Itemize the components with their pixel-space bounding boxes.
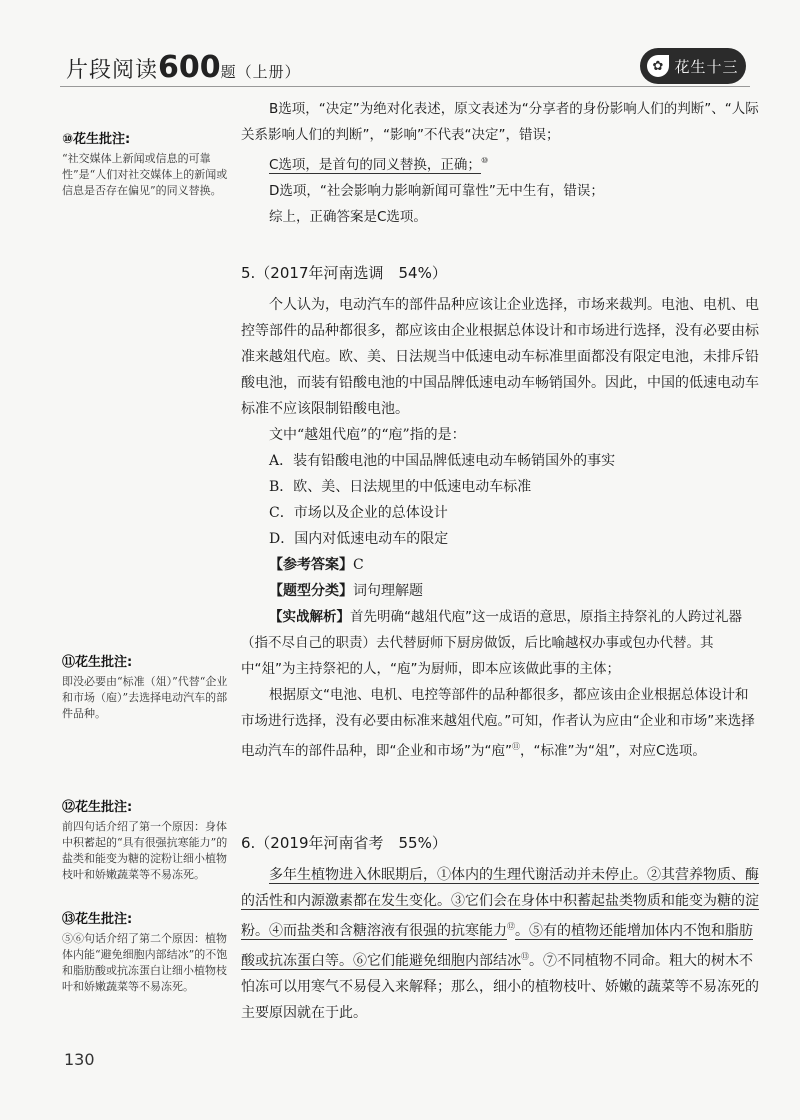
sidenote-body: “社交媒体上新闻或信息的可靠性”是“人们对社交媒体上的新闻或信息是否存在偏见”的同义替换。 bbox=[62, 152, 228, 197]
option-c: C．市场以及企业的总体设计 bbox=[269, 505, 448, 521]
question-heading: 5.（2017年河南选调 54%） bbox=[241, 264, 447, 282]
brand-badge bbox=[640, 48, 746, 84]
analysis-part-2: 根据原文“电池、电机、电控等部件的品种都很多，都应该由企业根据总体设计和市场进行选择，没有必要由标准来越俎代庖。”可知，作者认为应由“企业和市场”来选择电动汽车的部件品种，即“企业和市场”为“庖”⑪，“标准”为“俎”，对应C选项。 bbox=[241, 687, 755, 759]
reference-answer: 【参考答案】C bbox=[269, 557, 364, 573]
header-divider bbox=[60, 86, 750, 87]
sidenote-10 bbox=[62, 132, 230, 199]
page-number: 130 bbox=[64, 1050, 95, 1069]
question-5 bbox=[241, 260, 761, 764]
option-a: A．装有铅酸电池的中国品牌低速电动车畅销国外的事实 bbox=[269, 453, 616, 469]
sidenote-title: ⑫花生批注: bbox=[62, 800, 133, 815]
sidenote-12 bbox=[62, 800, 230, 883]
book-title-number: 600 bbox=[158, 50, 221, 85]
option-b-analysis: B选项，“决定”为绝对化表述，原文表述为“分享者的身份影响人们的判断”、“人际关系影响人们的判断”，“影响”不代表“决定”，错误； bbox=[241, 101, 759, 143]
option-b: B．欧、美、日法规里的中低速电动车标准 bbox=[269, 479, 532, 495]
brand-name: 花生十三 bbox=[674, 57, 739, 76]
sidenote-title: ⑪花生批注: bbox=[62, 655, 133, 670]
sidenote-body: ⑤⑥句话介绍了第二个原因：植物体内能“避免细胞内部结冰”的不饱和脂肪酸或抗冻蛋白让细小植物枝叶和娇嫩蔬菜等不易冻死。 bbox=[62, 932, 228, 993]
annotation-mark: ⑫ bbox=[507, 922, 515, 931]
question-heading: 6.（2019年河南省考 55%） bbox=[241, 834, 447, 852]
sidenote-title: ⑩花生批注: bbox=[62, 132, 131, 147]
option-d-analysis: D选项，“社会影响力影响新闻可靠性”无中生有，错误； bbox=[269, 183, 604, 199]
analysis-part-1: 【实战解析】首先明确“越俎代庖”这一成语的意思，原指主持祭礼的人跨过礼器（指不尽自己的职责）去代替厨师下厨房做饭，后比喻越权办事或包办代替。其中“俎”为主持祭祀的人，“庖”为厨师，即本应该做此事的主体； bbox=[241, 609, 742, 677]
prev-analysis bbox=[241, 96, 761, 230]
sidenote-body: 前四句话介绍了第一个原因：身体中积蓄起的“具有很强抗寒能力”的盐类和能变为糖的淀粉让细小植物枝叶和娇嫩蔬菜等不易冻死。 bbox=[62, 820, 228, 881]
question-passage: 个人认为，电动汽车的部件品种应该让企业选择，市场来裁判。电池、电机、电控等部件的品种都很多，都应该由企业根据总体设计和市场进行选择，没有必要由标准来越俎代庖。欧、美、日法规当中低速电动车标准里面都没有限定电池，未排斥铅酸电池，而装有铅酸电池的中国品牌低速电动车畅销国外。因此，中国的低速电动车标准不应该限制铅酸电池。 bbox=[241, 297, 759, 417]
question-passage: 多年生植物进入休眠期后，①体内的生理代谢活动并未停止。②其营养物质、酶的活性和内源激素都在发生变化。③它们会在身体中积蓄起盐类物质和能变为糖的淀粉。④而盐类和含糖溶液有很强的抗寒能力⑫。⑤有的植物还能增加体内不饱和脂肪酸或抗冻蛋白等。⑥它们能避免细胞内部结冰⑬。⑦不同植物不同命。粗大的树木不怕冻可以用寒气不易侵入来解释；那么，细小的植物枝叶、娇嫩的蔬菜等不易冻死的主要原因就在于此。 bbox=[241, 867, 759, 1021]
question-type: 【题型分类】词句理解题 bbox=[269, 583, 423, 599]
book-title bbox=[66, 50, 301, 85]
book-title-unit: 题 bbox=[220, 63, 237, 81]
sidenote-11 bbox=[62, 655, 230, 722]
option-d: D．国内对低速电动车的限定 bbox=[269, 531, 449, 547]
book-title-volume: （上册） bbox=[236, 63, 301, 81]
option-c-analysis: C选项，是首句的同义替换，正确；⑩ bbox=[269, 156, 489, 173]
sidenote-13 bbox=[62, 912, 230, 995]
book-title-prefix: 片段阅读 bbox=[66, 58, 159, 83]
question-stem: 文中“越俎代庖”的“庖”指的是： bbox=[269, 427, 466, 443]
annotation-mark: ⑬ bbox=[521, 952, 529, 961]
annotation-mark: ⑪ bbox=[511, 742, 520, 751]
sidenote-body: 即没必要由“标准（俎）”代替“企业和市场（庖）”去选择电动汽车的部件品种。 bbox=[62, 675, 228, 720]
peanut-leaf-icon: ✿ bbox=[647, 55, 669, 77]
prev-conclusion: 综上，正确答案是C选项。 bbox=[269, 209, 427, 225]
sidenote-title: ⑬花生批注: bbox=[62, 912, 133, 927]
question-6 bbox=[241, 830, 761, 1026]
annotation-mark: ⑩ bbox=[480, 156, 489, 165]
